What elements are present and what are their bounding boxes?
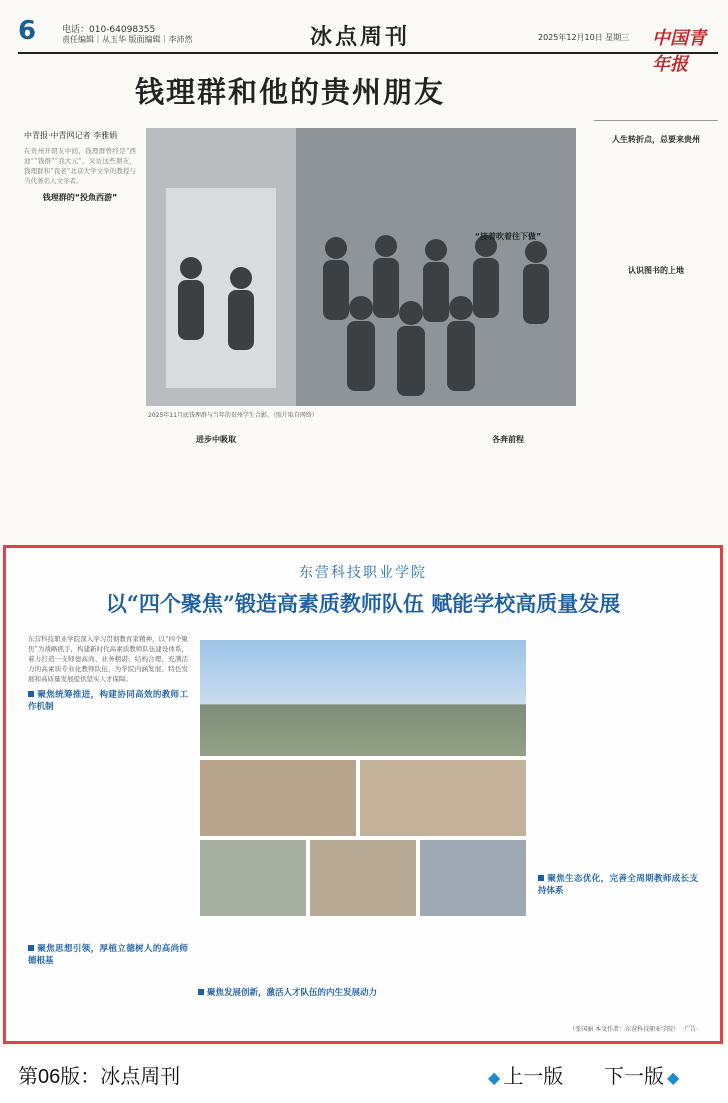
ad-column-middle <box>198 928 528 1018</box>
page-number: 6 <box>18 16 37 46</box>
ad-column-right <box>538 634 698 1019</box>
column-text: 在贵州开朗友中间，钱理群曾经是“西池”“钱群”“我大元”，采访这些朋友，钱理群和“我老”北京大学文学的教授与当代著名人文学者。 <box>24 147 136 186</box>
edition-label: 第06版：冰点周刊 <box>18 1066 181 1088</box>
diamond-arrow-right-icon: ◆ <box>667 1070 680 1087</box>
ad-section-1-label: 聚焦统筹推进，构建协同高效的教师工作机制 <box>28 690 188 713</box>
ad-title[interactable]: 以“四个聚焦”锻造高素质教师队伍 赋能学校高质量发展 <box>105 591 621 616</box>
subhead-4: “接着吹着往下做” <box>474 232 542 241</box>
prev-edition-button[interactable] <box>488 1060 563 1089</box>
article-column-2 <box>146 428 286 528</box>
training-photo <box>308 838 418 918</box>
next-edition-button[interactable] <box>604 1060 682 1089</box>
campus-photo <box>198 638 528 758</box>
prev-edition-label: 上一版 <box>503 1066 564 1088</box>
ad-section-4-title <box>538 874 698 898</box>
ad-intro-text: 东营科技职业学院深入学习贯彻教育家精神，以“四个聚焦”为战略抓手，构建新时代高素质教师队伍建设体系，着力打造一支师德高尚、业务精湛、结构合理、充满活力的高素质专业化教师队伍，为学院内涵发展、特色发展和高质量发展提供坚实人才保障。 <box>28 635 188 684</box>
subhead-5: 人生转折点，总要来贵州 <box>612 135 700 144</box>
subhead-2: 进步中吸取 <box>196 435 236 444</box>
lab-photo <box>198 838 308 918</box>
editors-line: 责任编辑｜从玉华 版面编辑｜李沛然 <box>62 35 193 44</box>
phone-number: 电话：010-64098355 <box>62 25 156 35</box>
photo-caption: 2025年11月底钱理群与当年的贵州学生合影。（照片取自网络） <box>148 412 318 419</box>
article-column-4 <box>438 428 578 528</box>
advertorial-frame[interactable] <box>3 545 723 1044</box>
bullet-square-icon <box>198 989 204 995</box>
ad-column-1 <box>28 634 188 1019</box>
bullet-square-icon <box>28 691 34 697</box>
teacher-photo <box>418 838 528 918</box>
section-title: 冰点周刊 <box>310 24 411 50</box>
workshop-photo <box>358 758 528 838</box>
article-column-6 <box>594 128 718 528</box>
article-column-5 <box>438 225 578 425</box>
ad-photo-collage <box>198 638 528 918</box>
ad-section-3-title <box>198 988 528 1000</box>
page-header <box>18 14 718 75</box>
classroom-photo <box>198 758 358 838</box>
edition-navigation <box>0 1046 728 1103</box>
ad-credit: （张国丽 本文作者：东营科技职业学院） ·广告· <box>569 1026 698 1033</box>
bullet-square-icon <box>538 875 544 881</box>
ad-section-2-label: 聚焦思想引领，厚植立德树人的高尚师德根基 <box>28 944 188 966</box>
subhead-3: 各奔前程 <box>492 435 524 444</box>
masthead-logo: 中国青年报 <box>652 28 706 75</box>
ad-school-name: 东营科技职业学院 <box>299 565 427 581</box>
ad-section-3-label: 聚焦发展创新，激活人才队伍的内生发展动力 <box>207 988 378 998</box>
subhead-1: 钱理群的“投魚西游” <box>42 193 118 203</box>
ad-section-1-title <box>28 690 188 714</box>
ad-section-2-title <box>28 944 188 968</box>
diamond-arrow-left-icon: ◆ <box>488 1070 501 1087</box>
article-byline: 中青报·中青网记者 李雅娟 <box>24 131 118 140</box>
article-column-1 <box>24 146 136 531</box>
issue-date: 2025年12月10日 星期三 <box>538 33 630 42</box>
divider <box>594 120 718 121</box>
ad-section-4-label: 聚焦生态优化，完善全周期教师成长支持体系 <box>538 874 698 896</box>
subhead-6: 认识图书的上地 <box>628 266 684 275</box>
article-title[interactable]: 钱理群和他的贵州朋友 <box>134 75 445 109</box>
bullet-square-icon <box>28 945 34 951</box>
next-edition-label: 下一版 <box>604 1066 664 1088</box>
